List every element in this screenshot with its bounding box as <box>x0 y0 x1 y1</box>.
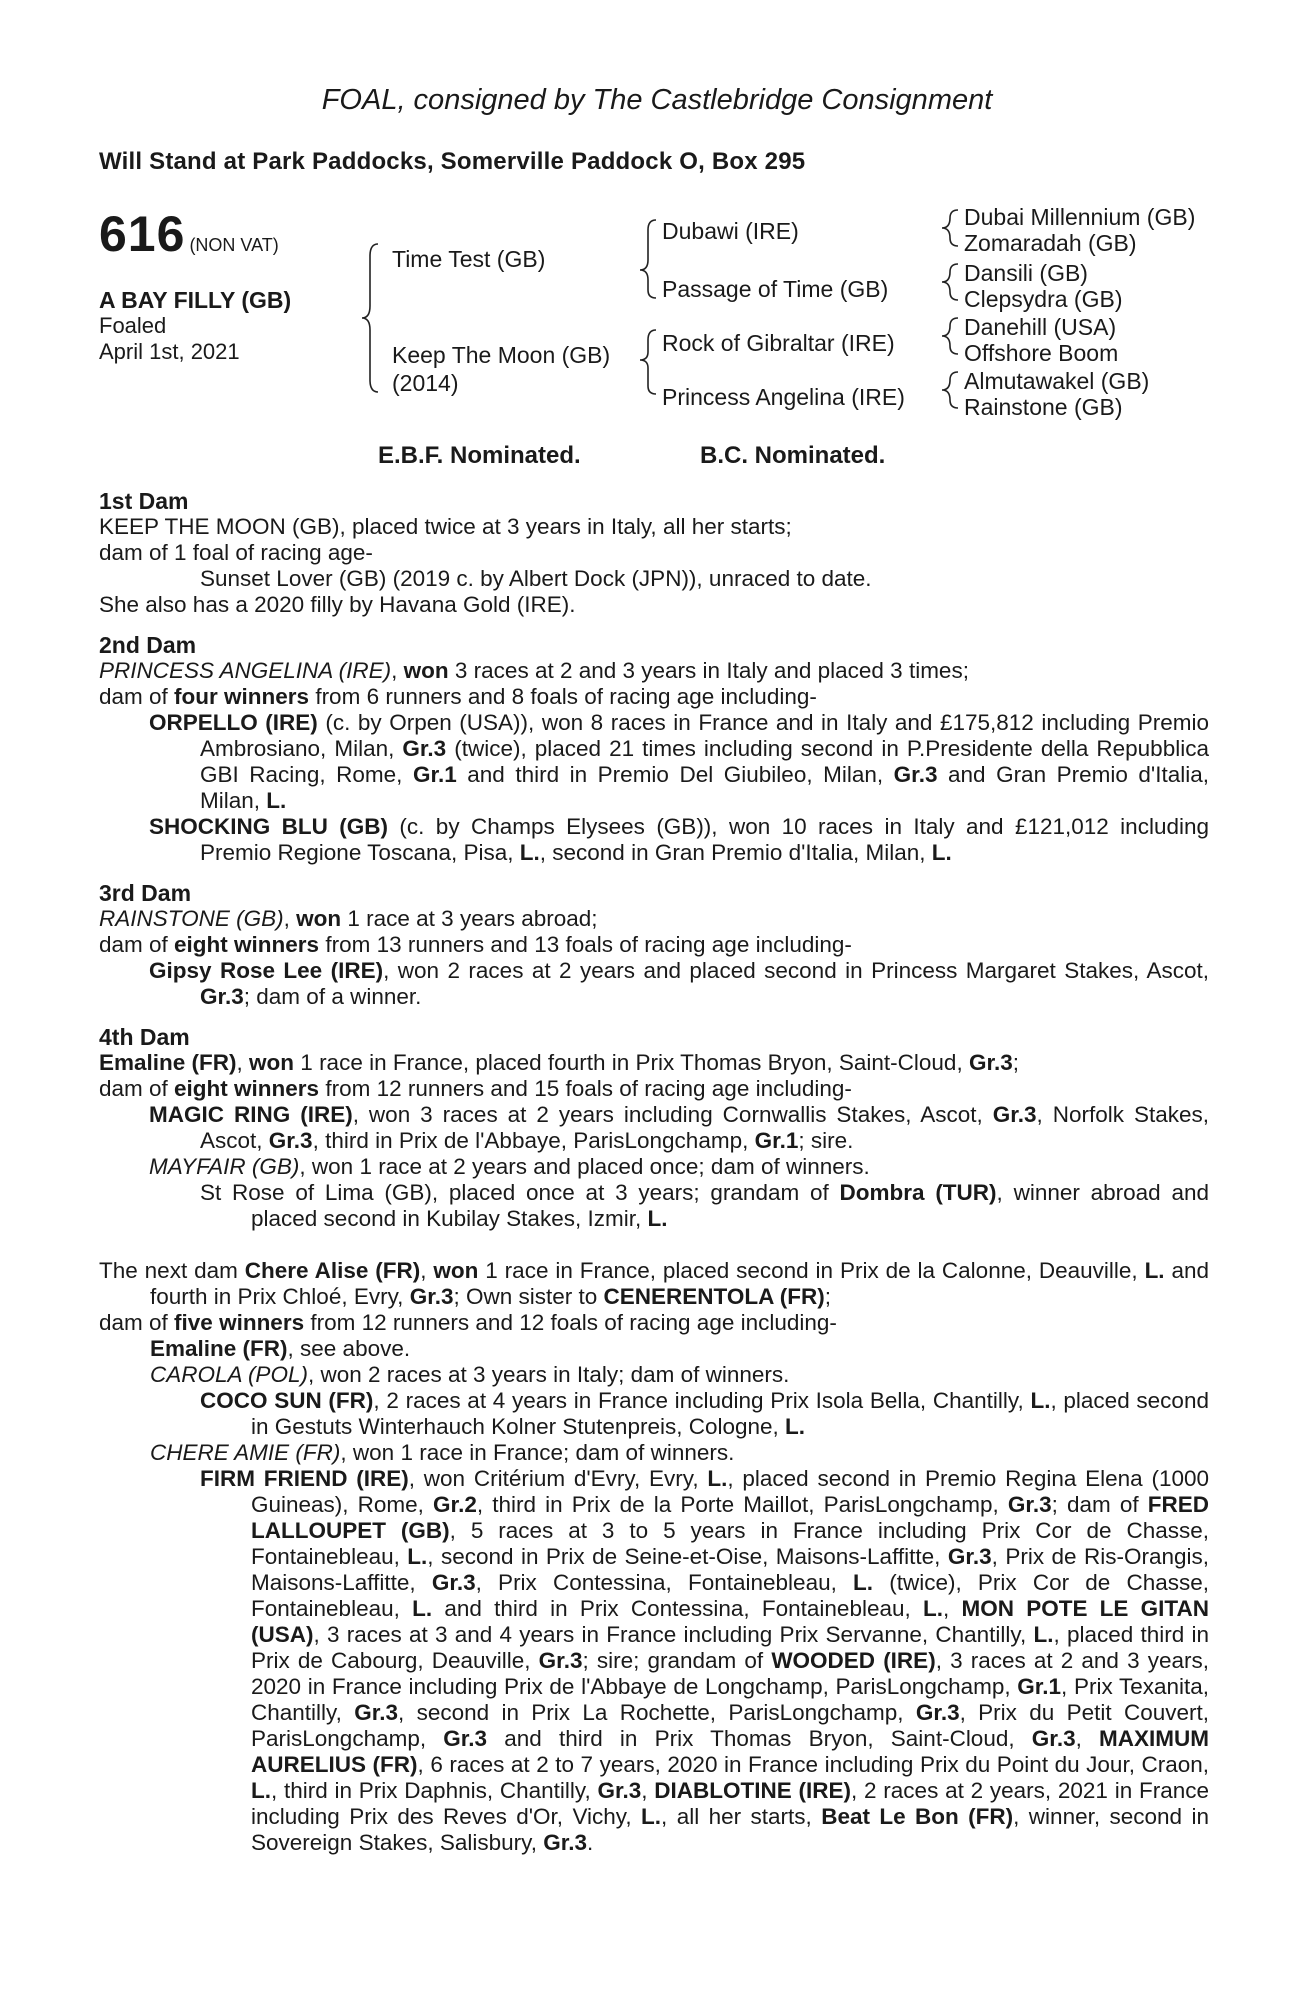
produce-entry: CAROLA (POL), won 2 races at 3 years in Italy; dam of winners. <box>150 1362 790 1387</box>
pedigree-dam-sire: Rock of Gibraltar (IRE) <box>662 330 895 356</box>
pedigree-dam: Keep The Moon (GB) <box>392 342 611 368</box>
produce-entry: MAGIC RING (IRE), won 3 races at 2 years including Cornwallis Stakes, Ascot, Gr.3, Norfolk Stakes, Ascot, Gr.3, third in Prix de l'Abbaye, ParisLongchamp, Gr.1; sire. <box>149 1102 1210 1153</box>
lot-number: 616 <box>99 206 186 262</box>
pedigree-dss: Danehill (USA) <box>964 314 1117 340</box>
pedigree-sire-sire: Dubawi (IRE) <box>662 218 799 244</box>
ebf-nominated: E.B.F. Nominated. <box>378 442 581 469</box>
produce-entry: FIRM FRIEND (IRE), won Critérium d'Evry, Evry, L., placed second in Premio Regina Elena (1000 Guineas), Rome, Gr.2, third in Prix de la Porte Maillot, ParisLongchamp, Gr.3; dam of FRED LALLOUPET (GB), 5 races at 3 to 5 years in France including Prix Cor de Chasse, Fontainebleau, L., second in Prix de Seine-et-Oise, Maisons-Laffitte, Gr.3, Prix de Ris-Orangis, Maisons-Laffitte, Gr.3, Prix Contessina, Fontainebleau, L. (twice), Prix Cor de Chasse, Fontainebleau, L. and third in Prix Contessina, Fontainebleau, L., MON POTE LE GITAN (USA), 3 races at 3 and 4 years in France including Prix Servanne, Chantilly, L., placed third in Prix de Cabourg, Deauville, Gr.3; sire; grandam of WOODED (IRE), 3 races at 2 and 3 years, 2020 in France including Prix de l'Abbaye de Longchamp, ParisLongchamp, Gr.1, Prix Texanita, Chantilly, Gr.3, second in Prix La Rochette, ParisLongchamp, Gr.3, Prix du Petit Couvert, ParisLongchamp, Gr.3 and third in Prix Thomas Bryon, Saint-Cloud, Gr.3, MAXIMUM AURELIUS (FR), 6 races at 2 to 7 years, 2020 in France including Prix du Point du Jour, Craon, L., third in Prix Daphnis, Chantilly, Gr.3, DIABLOTINE (IRE), 2 races at 2 years, 2021 in France including Prix des Reves d'Or, Vichy, L., all her starts, Beat Le Bon (FR), winner, second in Sovereign Stakes, Salisbury, Gr.3. <box>200 1466 1210 1855</box>
next-dam-section <box>99 1258 1209 1856</box>
first-dam-line: dam of 1 foal of racing age- <box>99 540 373 565</box>
brace-dam <box>640 330 656 394</box>
first-dam-section <box>99 488 1209 618</box>
third-dam-section <box>99 880 1209 1010</box>
produce-entry: St Rose of Lima (GB), placed once at 3 years; grandam of Dombra (TUR), winner abroad and placed second in Kubilay Stakes, Izmir, L. <box>200 1180 1209 1231</box>
second-dam-line: dam of four winners from 6 runners and 8 foals of racing age including- <box>99 684 817 709</box>
brace-gen1 <box>362 244 378 392</box>
first-dam-line: KEEP THE MOON (GB), placed twice at 3 years in Italy, all her starts; <box>99 514 792 539</box>
vat-status: (NON VAT) <box>189 235 279 255</box>
produce-entry: CHERE AMIE (FR), won 1 race in France; dam of winners. <box>150 1440 735 1465</box>
fourth-dam-line: dam of eight winners from 12 runners and 15 foals of racing age including- <box>99 1076 852 1101</box>
consignor-line: FOAL, consigned by The Castlebridge Consignment <box>321 84 993 116</box>
stand-location: Will Stand at Park Paddocks, Somerville Paddock O, Box 295 <box>99 148 806 175</box>
pedigree-sire: Time Test (GB) <box>392 246 546 272</box>
brace-rock <box>942 318 958 354</box>
brace-passage <box>942 264 958 300</box>
fourth-dam-line: Emaline (FR), won 1 race in France, placed fourth in Prix Thomas Bryon, Saint-Cloud, Gr.3; <box>99 1050 1019 1075</box>
produce-entry: ORPELLO (IRE) (c. by Orpen (USA)), won 8 races in France and in Italy and £175,812 including Premio Ambrosiano, Milan, Gr.3 (twice), placed 21 times including second in P.Presidente della Repubblica GBI Racing, Rome, Gr.1 and third in Premio Del Giubileo, Milan, Gr.3 and Gran Premio d'Italia, Milan, L. <box>149 710 1210 813</box>
fourth-dam-title: 4th Dam <box>99 1024 190 1050</box>
pedigree-dds: Almutawakel (GB) <box>964 368 1150 394</box>
pedigree-sdd: Clepsydra (GB) <box>964 286 1123 312</box>
pedigree-dam-year: (2014) <box>392 370 459 396</box>
next-dam-line: dam of five winners from 12 runners and 12 foals of racing age including- <box>99 1310 837 1335</box>
pedigree-sss: Dubai Millennium (GB) <box>964 204 1196 230</box>
brace-sire <box>640 220 656 298</box>
pedigree-dam-dam: Princess Angelina (IRE) <box>662 384 905 410</box>
third-dam-title: 3rd Dam <box>99 880 192 906</box>
produce-record <box>99 488 1209 1870</box>
second-dam-line: PRINCESS ANGELINA (IRE), won 3 races at 2 and 3 years in Italy and placed 3 times; <box>99 658 969 683</box>
pedigree-sds: Dansili (GB) <box>964 260 1088 286</box>
second-dam-section <box>99 632 1209 866</box>
produce-entry: SHOCKING BLU (GB) (c. by Champs Elysees (GB)), won 10 races in Italy and £121,012 including Premio Regione Toscana, Pisa, L., second in Gran Premio d'Italia, Milan, L. <box>149 814 1209 865</box>
third-dam-line: dam of eight winners from 13 runners and 13 foals of racing age including- <box>99 932 852 957</box>
pedigree-ssd: Zomaradah (GB) <box>964 230 1137 256</box>
second-dam-title: 2nd Dam <box>99 632 197 658</box>
produce-entry: MAYFAIR (GB), won 1 race at 2 years and placed once; dam of winners. <box>149 1154 870 1179</box>
third-dam-line: RAINSTONE (GB), won 1 race at 3 years abroad; <box>99 906 598 931</box>
produce-entry: Emaline (FR), see above. <box>150 1336 411 1361</box>
brace-dubawi <box>942 210 958 246</box>
fourth-dam-section <box>99 1024 1209 1232</box>
first-dam-line: She also has a 2020 filly by Havana Gold (IRE). <box>99 592 576 617</box>
horse-name: A BAY FILLY (GB) <box>99 287 292 313</box>
foaled-label: Foaled <box>99 313 167 338</box>
produce-entry: Gipsy Rose Lee (IRE), won 2 races at 2 years and placed second in Princess Margaret Stakes, Ascot, Gr.3; dam of a winner. <box>149 958 1209 1009</box>
bc-nominated: B.C. Nominated. <box>700 442 886 469</box>
foaled-date: April 1st, 2021 <box>99 339 240 364</box>
pedigree-sire-dam: Passage of Time (GB) <box>662 276 889 302</box>
pedigree-ddd: Rainstone (GB) <box>964 394 1123 420</box>
pedigree-dsd: Offshore Boom <box>964 340 1119 366</box>
next-dam-line: The next dam Chere Alise (FR), won 1 race in France, placed second in Prix de la Calonne, Deauville, L. and fourth in Prix Chloé, Evry, Gr.3; Own sister to CENERENTOLA (FR); <box>99 1258 1209 1309</box>
first-dam-title: 1st Dam <box>99 488 189 514</box>
brace-princess <box>942 372 958 408</box>
first-dam-foal: Sunset Lover (GB) (2019 c. by Albert Dock (JPN)), unraced to date. <box>200 566 872 591</box>
produce-entry: COCO SUN (FR), 2 races at 4 years in France including Prix Isola Bella, Chantilly, L., placed second in Gestuts Winterhauch Kolner Stutenpreis, Cologne, L. <box>200 1388 1209 1439</box>
